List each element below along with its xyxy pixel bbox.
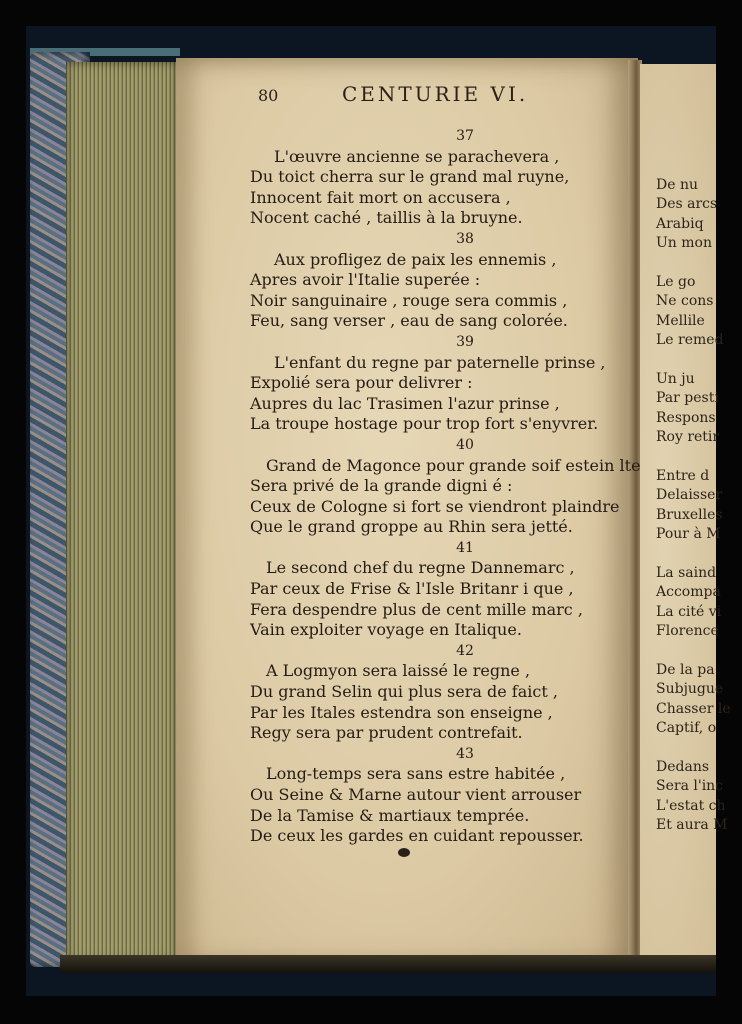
page-number: 80 xyxy=(258,86,279,105)
quatrain-number: 40 xyxy=(456,436,474,453)
facing-line: Un ju xyxy=(656,370,695,387)
facing-line: Sera l'inc xyxy=(656,778,724,795)
verse-line: Aux profligez de paix les ennemis , xyxy=(274,249,557,269)
verse-line: Fera despendre plus de cent mille marc , xyxy=(250,599,583,619)
facing-line: Accompa xyxy=(656,584,721,601)
quatrain-list xyxy=(250,126,640,847)
facing-line: Delaisser xyxy=(656,487,723,504)
verse-line: Par ceux de Frise & l'Isle Britanr i que , xyxy=(250,579,574,599)
quatrain-number: 37 xyxy=(456,128,474,144)
verse-line: L'œuvre ancienne se parachevera , xyxy=(274,146,560,166)
facing-line: Par pesti xyxy=(656,390,719,407)
facing-line: Captif, o xyxy=(656,719,717,736)
quatrain-number: 42 xyxy=(456,642,474,659)
facing-line: Bruxelles xyxy=(656,506,723,523)
verse-line: Du grand Selin qui plus sera de faict , xyxy=(250,682,558,702)
facing-line: Mellile xyxy=(656,312,705,329)
facing-line: Entre d xyxy=(656,467,710,484)
facing-line: La cité vi xyxy=(656,603,722,620)
book-bottom-edge xyxy=(60,955,716,973)
verse-line: Regy sera par prudent contrefait. xyxy=(250,723,523,743)
verse-line: Innocent fait mort on accusera , xyxy=(250,187,511,207)
facing-line: Dedans xyxy=(656,758,710,775)
verse-line: L'enfant du regne par paternelle prinse , xyxy=(274,352,606,372)
facing-line: Subjugue xyxy=(656,681,724,698)
verse-line: Long-temps sera sans estre habitée , xyxy=(266,764,566,784)
verse-line: Par les Itales estendra son enseigne , xyxy=(250,702,553,722)
facing-line: Respons xyxy=(656,409,716,426)
facing-line: De la pa xyxy=(656,661,715,678)
verse-line: Ou Seine & Marne autour vient arrouser xyxy=(250,785,582,804)
quatrain-number: 41 xyxy=(456,539,474,556)
verse-line: Le second chef du regne Dannemarc , xyxy=(266,558,575,578)
facing-line: Le go xyxy=(656,273,696,290)
facing-line: Roy retir xyxy=(656,429,720,446)
facing-line: Un mon xyxy=(656,235,712,252)
facing-line: Le remed xyxy=(656,332,724,349)
facing-line: Ne cons xyxy=(656,293,714,310)
verse-line: Nocent caché , taillis à la bruyne. xyxy=(250,208,523,228)
facing-page-text xyxy=(656,176,742,835)
verse-line: La troupe hostage pour trop fort s'enyvrer. xyxy=(250,414,599,434)
ink-blot xyxy=(398,848,410,857)
verse-line: Grand de Magonce pour grande soif estein lte xyxy=(266,455,641,475)
facing-line: Chasser le xyxy=(656,700,731,717)
verse-line: Ceux de Cologne si fort se viendront plaindre xyxy=(250,496,620,516)
verse-line: Expolié sera pour delivrer : xyxy=(250,373,473,393)
facing-line: Florence xyxy=(656,622,719,639)
verse-line: Vain exploiter voyage en Italique. xyxy=(250,620,522,640)
facing-line: Et aura M xyxy=(656,816,728,833)
page-edges xyxy=(66,62,178,962)
facing-line: De nu xyxy=(656,177,698,193)
quatrain-number: 38 xyxy=(456,230,474,247)
page-title: CENTURIE VI. xyxy=(342,82,529,106)
verse-line: Sera privé de la grande digni é : xyxy=(250,476,513,496)
verse-line: De la Tamise & martiaux temprée. xyxy=(250,805,530,825)
facing-line: Arabiq xyxy=(656,215,704,232)
facing-line: Des arcs xyxy=(656,196,718,213)
verse-line: Du toict cherra sur le grand mal ruyne, xyxy=(250,167,570,187)
verse-line: A Logmyon sera laissé le regne , xyxy=(266,661,531,681)
quatrain-number: 43 xyxy=(456,745,474,762)
verse-line: Aupres du lac Trasimen l'azur prinse , xyxy=(250,393,560,413)
running-header xyxy=(258,82,578,112)
facing-line: Pour à M xyxy=(656,526,721,543)
verse-line: Feu, sang verser , eau de sang colorée. xyxy=(250,311,568,331)
verse-line: Noir sanguinaire , rouge sera commis , xyxy=(250,290,568,310)
verse-line: Apres avoir l'Italie superée : xyxy=(250,270,481,290)
verse-line: De ceux les gardes en cuidant repousser. xyxy=(250,826,584,846)
quatrain-number: 39 xyxy=(456,333,474,350)
facing-line: La saind xyxy=(656,564,717,581)
verse-line: Que le grand groppe au Rhin sera jetté. xyxy=(250,517,573,537)
facing-line: L'estat ch xyxy=(656,797,726,814)
